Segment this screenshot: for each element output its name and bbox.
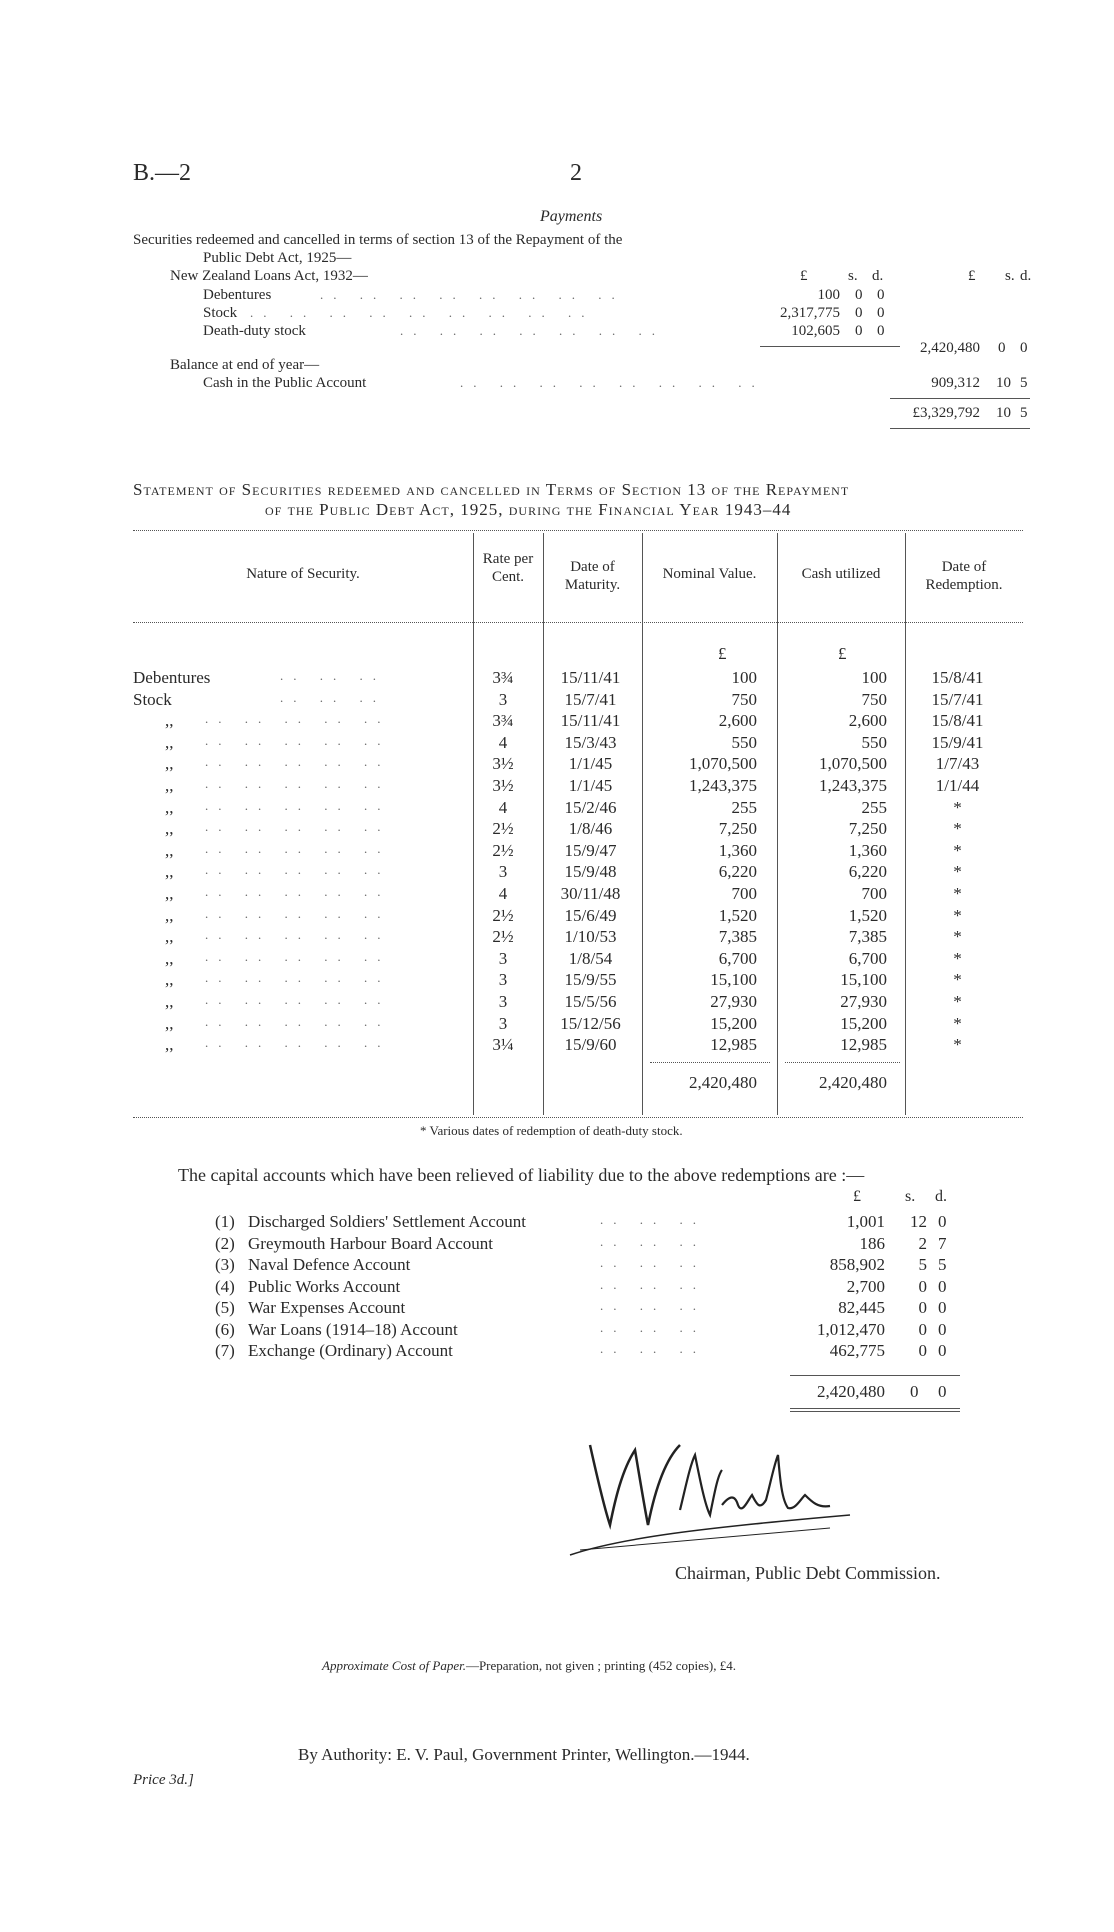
capital-item-label: Greymouth Harbour Board Account	[248, 1234, 494, 1253]
capital-item-number: (4)	[215, 1277, 235, 1296]
row-rate: 4	[498, 884, 508, 903]
leader-dots: .. .. .. .. ..	[205, 819, 391, 834]
leader-dots: .. .. .. .. ..	[205, 711, 391, 726]
leader-dots: .. .. ..	[280, 690, 386, 705]
row-redemption: *	[953, 906, 962, 925]
row-cash: 100	[861, 668, 887, 687]
row-rate: 3¼	[492, 1035, 514, 1054]
row-cash: 12,985	[840, 1035, 887, 1054]
header-pounds-2: £	[968, 268, 976, 284]
col-header-cash: Cash utilized	[801, 566, 881, 582]
capital-item-shillings: 12	[910, 1212, 927, 1231]
leader-dots: .. .. .. .. ..	[205, 776, 391, 791]
cash-total: 2,420,480	[819, 1073, 887, 1092]
price: Price 3d.]	[133, 1772, 194, 1788]
total-pence: 5	[1020, 405, 1028, 421]
capital-header-pence: d.	[935, 1188, 947, 1205]
row-redemption: 1/7/43	[935, 754, 980, 773]
cost-label: Approximate Cost of Paper.	[322, 1658, 466, 1673]
row-cash: 1,360	[848, 841, 887, 860]
row-redemption: 1/1/44	[935, 776, 980, 795]
capital-item-label: Naval Defence Account	[248, 1255, 411, 1274]
row-maturity: 1/1/45	[568, 776, 613, 795]
capital-total-pounds: 2,420,480	[817, 1382, 885, 1401]
capital-item-label: Exchange (Ordinary) Account	[248, 1341, 453, 1360]
row-nominal: 750	[731, 690, 757, 709]
row-maturity: 15/3/43	[564, 733, 617, 752]
statement-title-1: Statement of Securities redeemed and cancelled in Terms of Section 13 of the Repayment	[133, 480, 850, 499]
subtotal-rule	[760, 346, 900, 347]
capital-item-pence: 7	[938, 1234, 947, 1253]
cost-line	[322, 1658, 736, 1674]
row-nature: ,,	[165, 841, 174, 860]
row-nature: ,,	[165, 798, 174, 817]
authority-line: By Authority: E. V. Paul, Government Printer, Wellington.—1944.	[298, 1745, 750, 1764]
row-rate: 4	[498, 798, 508, 817]
row-redemption: *	[953, 798, 962, 817]
col-header-nature: Nature of Security.	[246, 566, 360, 582]
leader-dots: .. .. .. .. ..	[205, 862, 391, 877]
capital-item-shillings: 0	[918, 1320, 927, 1339]
col-header-redemption: Date of Redemption.	[925, 559, 1003, 593]
balance-label: Balance at end of year—	[170, 357, 320, 373]
col-header-nominal: Nominal Value.	[662, 566, 757, 582]
row-nominal: 255	[731, 798, 757, 817]
header-pounds-1: £	[800, 268, 808, 284]
row-rate: 2½	[492, 906, 514, 925]
payments-line2: Public Debt Act, 1925—	[203, 250, 352, 266]
row-rate: 3¾	[492, 668, 514, 687]
capital-item-number: (3)	[215, 1255, 235, 1274]
row-nominal: 100	[731, 668, 757, 687]
row-maturity: 15/5/56	[564, 992, 617, 1011]
row-rate: 2½	[492, 819, 514, 838]
row-nature: ,,	[165, 970, 174, 989]
capital-total-rule	[790, 1375, 960, 1376]
row-redemption: *	[953, 862, 962, 881]
leader-dots: .. .. .. .. ..	[205, 798, 391, 813]
row-maturity: 1/8/54	[568, 949, 613, 968]
payment-item-pounds: 100	[817, 287, 840, 303]
capital-total-rule-2	[790, 1408, 960, 1409]
signatory-title: Chairman, Public Debt Commission.	[675, 1563, 941, 1583]
header-pence-2: d.	[1020, 268, 1032, 284]
header-shillings-1: s.	[848, 268, 858, 284]
row-nature: ,,	[165, 1014, 174, 1033]
row-cash: 550	[861, 733, 887, 752]
payment-item-shillings: 0	[855, 323, 863, 339]
capital-item-number: (1)	[215, 1212, 235, 1231]
payment-item-pounds: 102,605	[791, 323, 840, 339]
leader-dots: .. .. ..	[600, 1320, 706, 1335]
col-header-rate: Rate per Cent.	[482, 551, 534, 585]
row-cash: 750	[861, 690, 887, 709]
row-nominal: 1,360	[718, 841, 757, 860]
page-number: 2	[570, 160, 582, 186]
capital-item-shillings: 0	[918, 1341, 927, 1360]
row-maturity: 1/10/53	[564, 927, 617, 946]
capital-total-rule-3	[790, 1411, 960, 1412]
row-cash: 1,243,375	[819, 776, 887, 795]
cash-currency: £	[838, 644, 847, 663]
row-redemption: *	[953, 884, 962, 903]
row-redemption: *	[953, 819, 962, 838]
capital-item-pounds: 1,012,470	[817, 1320, 885, 1339]
row-redemption: 15/8/41	[931, 711, 984, 730]
leader-dots: .. .. ..	[600, 1255, 706, 1270]
row-rate: 3	[498, 949, 508, 968]
total-double-rule	[890, 428, 1030, 429]
cash-shillings: 10	[996, 375, 1011, 391]
leader-dots: .. .. ..	[280, 668, 386, 683]
row-cash: 27,930	[840, 992, 887, 1011]
row-nature: Debentures	[133, 668, 211, 687]
statement-title-2: of the Public Debt Act, 1925, during the Financial Year 1943–44	[265, 500, 792, 519]
row-maturity: 1/1/45	[568, 754, 613, 773]
capital-item-label: War Expenses Account	[248, 1298, 406, 1317]
row-maturity: 15/9/60	[564, 1035, 617, 1054]
table-top-rule	[133, 530, 1023, 531]
row-rate: 3	[498, 970, 508, 989]
capital-item-label: Public Works Account	[248, 1277, 401, 1296]
row-redemption: *	[953, 992, 962, 1011]
leader-dots: .. .. .. .. ..	[205, 754, 391, 769]
row-cash: 1,520	[848, 906, 887, 925]
row-redemption: 15/7/41	[931, 690, 984, 709]
row-nature: ,,	[165, 927, 174, 946]
capital-item-pounds: 186	[859, 1234, 885, 1253]
leader-dots: .. .. .. .. ..	[205, 841, 391, 856]
row-redemption: *	[953, 927, 962, 946]
capital-item-pounds: 1,001	[846, 1212, 885, 1231]
payment-item-shillings: 0	[855, 287, 863, 303]
row-redemption: *	[953, 970, 962, 989]
row-redemption: *	[953, 949, 962, 968]
leader-dots: .. .. .. .. ..	[205, 992, 391, 1007]
row-rate: 3¾	[492, 711, 514, 730]
row-nature: ,,	[165, 711, 174, 730]
cash-pence: 5	[1020, 375, 1028, 391]
nominal-total-rule	[650, 1062, 770, 1063]
leader-dots: .. .. .. .. .. .. .. ..	[460, 375, 765, 390]
header-shillings-2: s.	[1005, 268, 1015, 284]
row-maturity: 15/9/48	[564, 862, 617, 881]
capital-header-shillings: s.	[905, 1188, 916, 1205]
row-nature: Stock	[133, 690, 172, 709]
row-cash: 1,070,500	[819, 754, 887, 773]
row-nominal: 6,220	[718, 862, 757, 881]
leader-dots: .. .. .. .. .. .. ..	[400, 323, 665, 338]
col-header-maturity: Date of Maturity.	[564, 559, 621, 593]
row-nominal: 2,600	[718, 711, 757, 730]
row-nature: ,,	[165, 992, 174, 1011]
capital-item-number: (7)	[215, 1341, 235, 1360]
row-nominal: 1,070,500	[689, 754, 757, 773]
capital-item-label: Discharged Soldiers' Settlement Account	[248, 1212, 527, 1231]
row-redemption: *	[953, 1014, 962, 1033]
row-maturity: 1/8/46	[568, 819, 613, 838]
row-redemption: 15/9/41	[931, 733, 984, 752]
leader-dots: .. .. .. .. ..	[205, 1035, 391, 1050]
row-nature: ,,	[165, 819, 174, 838]
row-cash: 255	[861, 798, 887, 817]
payment-item-label: Death-duty stock	[203, 323, 306, 339]
row-nominal: 7,250	[718, 819, 757, 838]
capital-item-pence: 0	[938, 1298, 947, 1317]
row-cash: 700	[861, 884, 887, 903]
capital-total-shillings: 0	[910, 1382, 919, 1401]
row-nature: ,,	[165, 949, 174, 968]
row-nature: ,,	[165, 754, 174, 773]
row-maturity: 15/7/41	[564, 690, 617, 709]
leader-dots: .. .. .. .. ..	[205, 884, 391, 899]
row-nature: ,,	[165, 1035, 174, 1054]
capital-item-shillings: 2	[918, 1234, 927, 1253]
payment-item-shillings: 0	[855, 305, 863, 321]
capital-item-label: War Loans (1914–18) Account	[248, 1320, 458, 1339]
row-rate: 3	[498, 992, 508, 1011]
row-nominal: 15,100	[710, 970, 757, 989]
row-rate: 3	[498, 690, 508, 709]
capital-total-pence: 0	[938, 1382, 947, 1401]
capital-intro: The capital accounts which have been relieved of liability due to the above redemptions are :—	[178, 1165, 865, 1185]
row-maturity: 15/12/56	[560, 1014, 621, 1033]
row-maturity: 15/9/55	[564, 970, 617, 989]
row-redemption: 15/8/41	[931, 668, 984, 687]
row-nominal: 27,930	[710, 992, 757, 1011]
capital-item-number: (2)	[215, 1234, 235, 1253]
leader-dots: .. .. .. .. .. .. .. ..	[320, 287, 625, 302]
payment-item-pence: 0	[877, 287, 885, 303]
header-pence-1: d.	[872, 268, 884, 284]
row-cash: 7,250	[848, 819, 887, 838]
capital-item-shillings: 0	[918, 1277, 927, 1296]
total-shillings: 10	[996, 405, 1011, 421]
capital-item-pence: 5	[938, 1255, 947, 1274]
capital-item-pence: 0	[938, 1277, 947, 1296]
row-nature: ,,	[165, 733, 174, 752]
row-nature: ,,	[165, 884, 174, 903]
table-header-rule	[133, 622, 1023, 623]
leader-dots: .. .. ..	[600, 1341, 706, 1356]
cost-text: —Preparation, not given ; printing (452 copies), £4.	[465, 1658, 737, 1673]
row-cash: 6,700	[848, 949, 887, 968]
leader-dots: .. .. ..	[600, 1277, 706, 1292]
row-maturity: 15/11/41	[560, 711, 621, 730]
row-cash: 15,200	[840, 1014, 887, 1033]
row-redemption: *	[953, 841, 962, 860]
payments-line3: New Zealand Loans Act, 1932—	[170, 268, 368, 284]
subtotal-pence: 0	[1020, 340, 1028, 356]
row-nature: ,,	[165, 776, 174, 795]
capital-item-pounds: 462,775	[829, 1341, 885, 1360]
row-nominal: 6,700	[718, 949, 757, 968]
payments-heading: Payments	[540, 208, 603, 225]
row-cash: 6,220	[848, 862, 887, 881]
nominal-currency: £	[718, 644, 727, 663]
row-nominal: 700	[731, 884, 757, 903]
capital-item-pence: 0	[938, 1341, 947, 1360]
capital-item-pounds: 2,700	[846, 1277, 885, 1296]
payment-item-pence: 0	[877, 323, 885, 339]
leader-dots: .. .. .. .. ..	[205, 970, 391, 985]
row-cash: 15,100	[840, 970, 887, 989]
table-bottom-rule	[133, 1117, 1023, 1118]
nominal-total: 2,420,480	[689, 1073, 757, 1092]
row-nominal: 15,200	[710, 1014, 757, 1033]
row-redemption: *	[953, 1035, 962, 1054]
row-nominal: 1,520	[718, 906, 757, 925]
signature-graphic	[560, 1430, 860, 1560]
leader-dots: .. .. .. .. ..	[205, 906, 391, 921]
payment-item-pounds: 2,317,775	[780, 305, 840, 321]
row-maturity: 15/11/41	[560, 668, 621, 687]
leader-dots: .. .. ..	[600, 1298, 706, 1313]
row-nature: ,,	[165, 906, 174, 925]
row-maturity: 30/11/48	[560, 884, 621, 903]
cash-pounds: 909,312	[931, 375, 980, 391]
total-rule	[890, 398, 1030, 399]
row-rate: 3	[498, 862, 508, 881]
page-code: B.—2	[133, 160, 192, 186]
payment-item-label: Stock	[203, 305, 238, 321]
row-nominal: 7,385	[718, 927, 757, 946]
capital-item-pounds: 858,902	[829, 1255, 885, 1274]
row-nominal: 12,985	[710, 1035, 757, 1054]
row-nature: ,,	[165, 862, 174, 881]
leader-dots: .. .. .. .. ..	[205, 927, 391, 942]
row-maturity: 15/6/49	[564, 906, 617, 925]
row-rate: 3	[498, 1014, 508, 1033]
leader-dots: .. .. .. .. ..	[205, 1014, 391, 1029]
capital-header-pounds: £	[853, 1188, 861, 1205]
capital-item-pence: 0	[938, 1212, 947, 1231]
capital-item-pounds: 82,445	[838, 1298, 885, 1317]
leader-dots: .. .. .. .. ..	[205, 733, 391, 748]
leader-dots: .. .. .. .. ..	[205, 949, 391, 964]
row-rate: 4	[498, 733, 508, 752]
capital-item-number: (5)	[215, 1298, 235, 1317]
cash-total-rule	[785, 1062, 900, 1063]
subtotal-pounds: 2,420,480	[920, 340, 980, 356]
statement-footnote: * Various dates of redemption of death-duty stock.	[420, 1123, 683, 1138]
row-nominal: 550	[731, 733, 757, 752]
capital-item-pence: 0	[938, 1320, 947, 1339]
capital-item-shillings: 5	[918, 1255, 927, 1274]
row-rate: 3½	[492, 776, 514, 795]
leader-dots: .. .. ..	[600, 1234, 706, 1249]
total-pounds: £3,329,792	[912, 405, 980, 421]
cash-label: Cash in the Public Account	[203, 375, 367, 391]
payment-item-label: Debentures	[203, 287, 272, 303]
capital-item-number: (6)	[215, 1320, 235, 1339]
row-nominal: 1,243,375	[689, 776, 757, 795]
leader-dots: .. .. .. .. .. .. .. .. ..	[250, 305, 595, 320]
payment-item-pence: 0	[877, 305, 885, 321]
subtotal-shillings: 0	[998, 340, 1006, 356]
col-divider	[473, 533, 474, 1115]
row-rate: 3½	[492, 754, 514, 773]
row-maturity: 15/2/46	[564, 798, 617, 817]
row-maturity: 15/9/47	[564, 841, 617, 860]
payments-line1: Securities redeemed and cancelled in terms of section 13 of the Repayment of the	[133, 232, 623, 248]
row-rate: 2½	[492, 927, 514, 946]
capital-item-shillings: 0	[918, 1298, 927, 1317]
row-cash: 7,385	[848, 927, 887, 946]
row-cash: 2,600	[848, 711, 887, 730]
leader-dots: .. .. ..	[600, 1212, 706, 1227]
row-rate: 2½	[492, 841, 514, 860]
